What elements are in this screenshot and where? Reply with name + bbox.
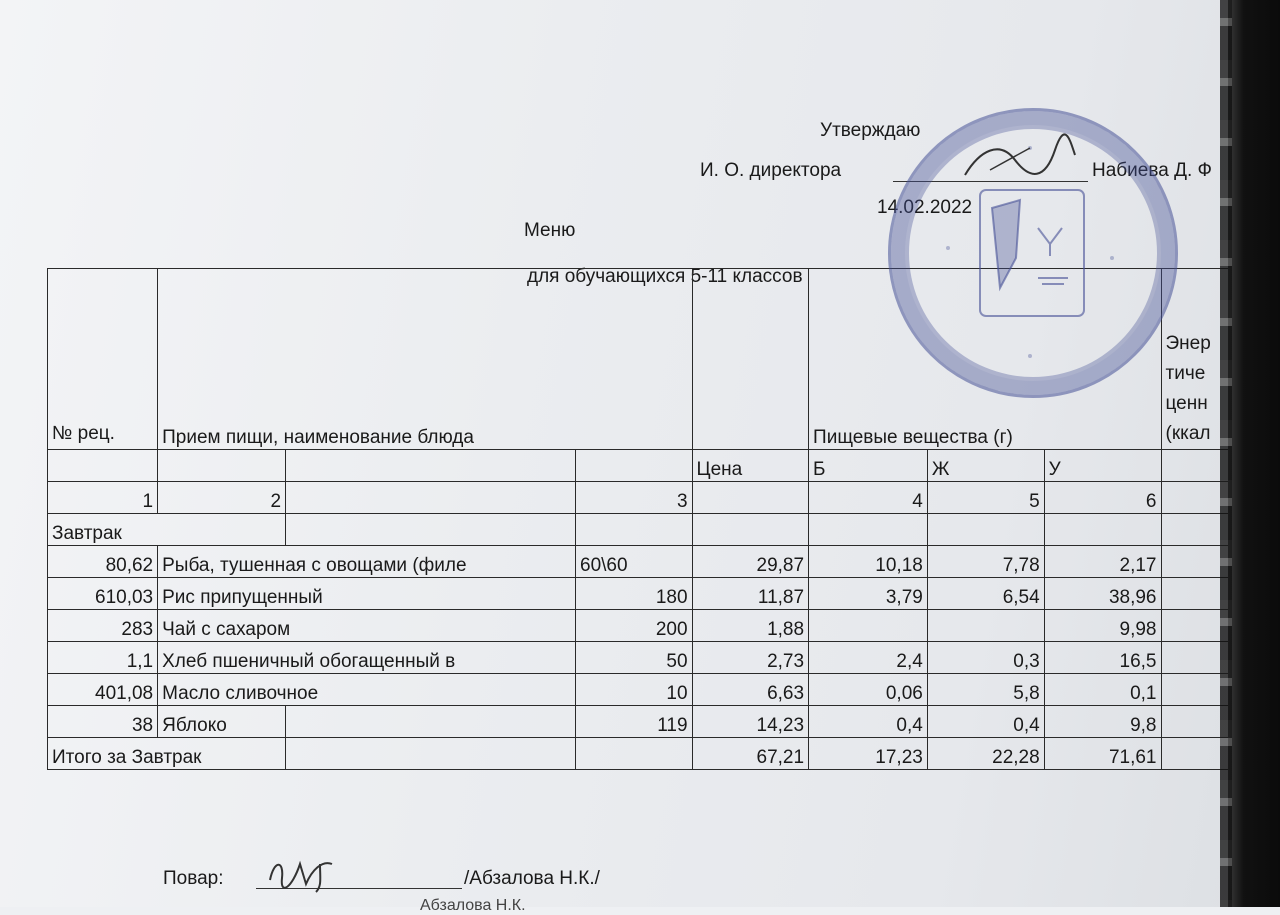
table-row bbox=[48, 578, 1280, 610]
energy-line-3: ценн bbox=[1165, 393, 1208, 414]
row-carbs: 2,17 bbox=[1044, 546, 1161, 578]
row-fat: 0,3 bbox=[927, 642, 1044, 674]
energy-line-1: Энер bbox=[1165, 333, 1211, 354]
total-carbs: 71,61 bbox=[1044, 738, 1161, 770]
row-yield: 119 bbox=[576, 706, 693, 738]
row-yield: 180 bbox=[576, 578, 693, 610]
director-signature-icon bbox=[960, 130, 1080, 190]
energy-line-2: тиче bbox=[1165, 363, 1206, 384]
table-row bbox=[48, 674, 1280, 706]
empty-cell bbox=[576, 450, 693, 482]
row-recipe: 401,08 bbox=[48, 674, 158, 706]
col-number-3: 3 bbox=[576, 482, 693, 514]
cook-label: Повар: bbox=[163, 868, 224, 889]
row-protein: 0,4 bbox=[809, 706, 928, 738]
col-number-5: 5 bbox=[927, 482, 1044, 514]
row-protein: 10,18 bbox=[809, 546, 928, 578]
row-fat: 6,54 bbox=[927, 578, 1044, 610]
energy-line-4: (ккал bbox=[1165, 423, 1211, 444]
empty-cell bbox=[927, 514, 1044, 546]
row-protein: 0,06 bbox=[809, 674, 928, 706]
row-fat: 7,78 bbox=[927, 546, 1044, 578]
row-recipe: 38 bbox=[48, 706, 158, 738]
empty-cell bbox=[1044, 514, 1161, 546]
header-recipe-number: № рец. bbox=[48, 269, 158, 450]
col-number-1: 1 bbox=[48, 482, 158, 514]
empty-cell bbox=[692, 514, 809, 546]
empty-cell bbox=[286, 482, 576, 514]
table-row bbox=[48, 546, 1280, 578]
total-fat: 22,28 bbox=[927, 738, 1044, 770]
header-nutrients: Пищевые вещества (г) bbox=[809, 269, 1161, 450]
row-recipe: 610,03 bbox=[48, 578, 158, 610]
empty-cell bbox=[692, 482, 809, 514]
row-fat bbox=[927, 610, 1044, 642]
row-price: 1,88 bbox=[692, 610, 809, 642]
row-price: 6,63 bbox=[692, 674, 809, 706]
empty-cell bbox=[576, 738, 693, 770]
table-row bbox=[48, 642, 1280, 674]
director-name: Набиева Д. Ф bbox=[1092, 160, 1212, 181]
total-label: Итого за Завтрак bbox=[48, 738, 286, 770]
row-yield: 60\60 bbox=[576, 546, 693, 578]
bottom-partial-text: Абзалова Н.К. bbox=[420, 897, 526, 914]
row-dish: Рис припущенный bbox=[158, 578, 576, 610]
row-carbs: 0,1 bbox=[1044, 674, 1161, 706]
empty-cell bbox=[48, 450, 158, 482]
row-price: 11,87 bbox=[692, 578, 809, 610]
row-yield: 200 bbox=[576, 610, 693, 642]
empty-cell bbox=[286, 738, 576, 770]
col-number-2: 2 bbox=[158, 482, 286, 514]
menu-title: Меню bbox=[524, 220, 576, 241]
empty-cell bbox=[286, 706, 576, 738]
row-price: 14,23 bbox=[692, 706, 809, 738]
total-price: 67,21 bbox=[692, 738, 809, 770]
row-carbs: 38,96 bbox=[1044, 578, 1161, 610]
row-dish: Масло сливочное bbox=[158, 674, 576, 706]
row-yield: 50 bbox=[576, 642, 693, 674]
row-carbs: 9,8 bbox=[1044, 706, 1161, 738]
row-fat: 0,4 bbox=[927, 706, 1044, 738]
director-label: И. О. директора bbox=[700, 160, 842, 181]
row-recipe: 283 bbox=[48, 610, 158, 642]
section-row-breakfast bbox=[48, 514, 1280, 546]
row-price: 2,73 bbox=[692, 642, 809, 674]
row-dish-text: Рыба, тушенная с овощами (филе bbox=[162, 555, 467, 576]
table-row bbox=[48, 610, 1280, 642]
row-protein: 3,79 bbox=[809, 578, 928, 610]
cook-name: /Абзалова Н.К./ bbox=[464, 868, 600, 889]
row-dish-text: Хлеб пшеничный обогащенный в bbox=[162, 651, 456, 672]
empty-cell bbox=[286, 450, 576, 482]
empty-cell bbox=[576, 514, 693, 546]
col-number-4: 4 bbox=[809, 482, 928, 514]
row-protein: 2,4 bbox=[809, 642, 928, 674]
row-dish bbox=[158, 546, 576, 578]
col-number-6: 6 bbox=[1044, 482, 1161, 514]
row-protein bbox=[809, 610, 928, 642]
row-carbs: 16,5 bbox=[1044, 642, 1161, 674]
cook-signature-icon bbox=[262, 850, 352, 895]
row-carbs: 9,98 bbox=[1044, 610, 1161, 642]
total-row bbox=[48, 738, 1280, 770]
row-price: 29,87 bbox=[692, 546, 809, 578]
subheader-protein: Б bbox=[809, 450, 928, 482]
total-protein: 17,23 bbox=[809, 738, 928, 770]
row-yield: 10 bbox=[576, 674, 693, 706]
dark-page-edge bbox=[1228, 0, 1280, 907]
subheader-fat: Ж bbox=[927, 450, 1044, 482]
row-recipe: 80,62 bbox=[48, 546, 158, 578]
column-number-row bbox=[48, 482, 1280, 514]
row-recipe: 1,1 bbox=[48, 642, 158, 674]
approval-date: 14.02.2022 bbox=[877, 197, 973, 218]
section-label: Завтрак bbox=[48, 514, 286, 546]
approve-label: Утверждаю bbox=[820, 120, 921, 141]
empty-cell bbox=[809, 514, 928, 546]
subheader-price: Цена bbox=[692, 450, 809, 482]
empty-cell bbox=[158, 450, 286, 482]
empty-cell bbox=[286, 514, 576, 546]
row-dish bbox=[158, 642, 576, 674]
table-subheader-row bbox=[48, 450, 1280, 482]
subheader-carbs: У bbox=[1044, 450, 1161, 482]
row-dish: Яблоко bbox=[158, 706, 286, 738]
header-price-empty bbox=[692, 269, 809, 450]
header-dish-name: Прием пищи, наименование блюда bbox=[158, 269, 692, 450]
row-dish: Чай с сахаром bbox=[158, 610, 576, 642]
table-row bbox=[48, 706, 1280, 738]
menu-subtitle: для обучающихся 5-11 классов bbox=[527, 266, 803, 287]
row-fat: 5,8 bbox=[927, 674, 1044, 706]
